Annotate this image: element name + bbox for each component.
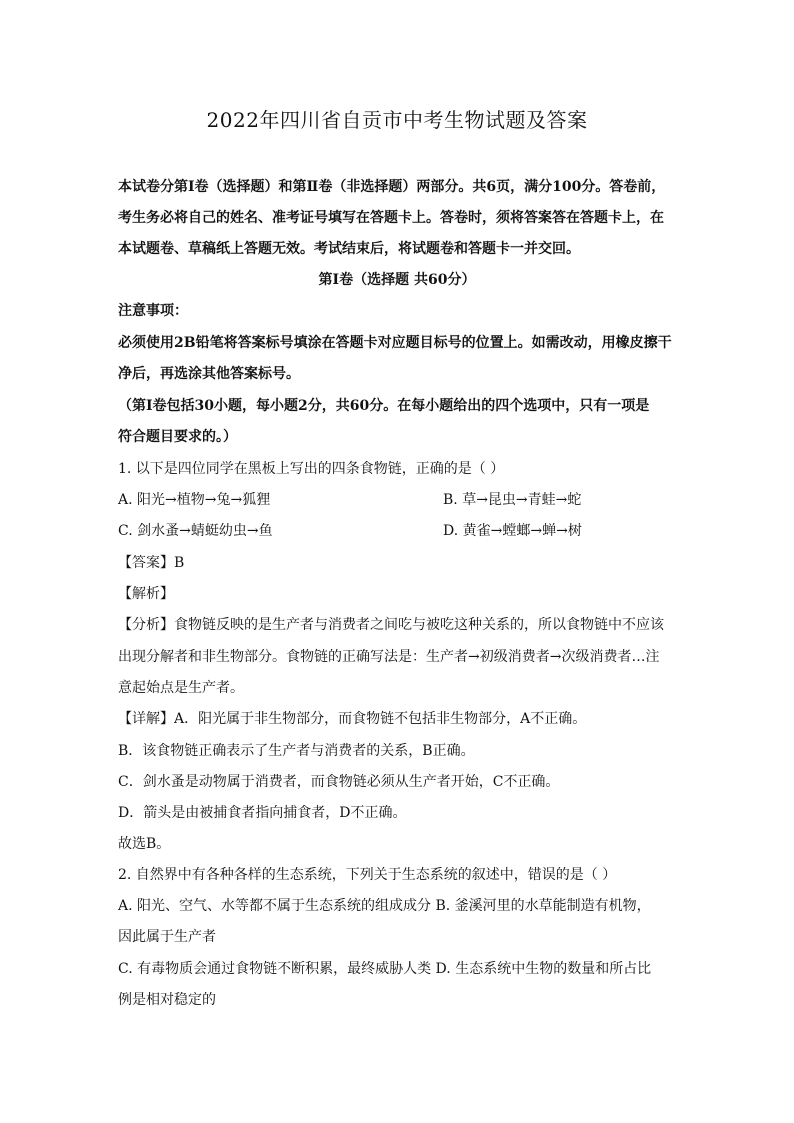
question-1-analysis-label: 【解析】 xyxy=(118,586,174,602)
question-1-analysis-line: 意起始点是生产者。 xyxy=(118,680,244,696)
question-1-answer: 【答案】B xyxy=(118,555,185,571)
question-1-option-c: C. 剑水蚤→蜻蜓幼虫→鱼 xyxy=(118,523,273,539)
question-1-analysis-line: C．剑水蚤是动物属于消费者，而食物链必须从生产者开始，C不正确。 xyxy=(118,774,560,790)
document-title: 2022年四川省自贡市中考生物试题及答案 xyxy=(206,108,588,132)
section-heading: 第Ⅰ卷（选择题 共60分） xyxy=(318,272,476,288)
notes-line: 必须使用2B铅笔将答案标号填涂在答题卡对应题目标号的位置上。如需改动，用橡皮擦干 xyxy=(118,335,672,351)
question-1-analysis-line: 【详解】A．阳光属于非生物部分，而食物链不包括非生物部分，A不正确。 xyxy=(118,711,587,727)
question-2-line: A. 阳光、空气、水等都不属于生态系统的组成成分 B. 釜溪河里的水草能制造有机物， xyxy=(118,898,651,914)
question-1-option-b: B. 草→昆虫→青蛙→蛇 xyxy=(443,492,582,508)
question-2-stem: 2. 自然界中有各种各样的生态系统，下列关于生态系统的叙述中，错误的是（ ） xyxy=(118,867,617,883)
question-1-option-d: D. 黄雀→螳螂→蝉→树 xyxy=(443,523,582,539)
question-1-option-a: A. 阳光→植物→兔→狐狸 xyxy=(118,492,271,508)
question-1-stem: 1. 以下是四位同学在黑板上写出的四条食物链，正确的是（ ） xyxy=(118,461,505,477)
question-1-analysis-line: 【分析】食物链反映的是生产者与消费者之间吃与被吃这种关系的，所以食物链中不应该 xyxy=(118,617,664,633)
notes-line: 净后，再选涂其他答案标号。 xyxy=(118,366,300,382)
intro-line: 本试卷分第Ⅰ卷（选择题）和第Ⅱ卷（非选择题）两部分。共6页，满分100分。答卷前， xyxy=(118,179,666,195)
intro-line: 考生务必将自己的姓名、准考证号填写在答题卡上。答卷时，须将答案答在答题卡上，在 xyxy=(118,210,664,226)
intro-line: 本试题卷、草稿纸上答题无效。考试结束后，将试题卷和答题卡一并交回。 xyxy=(118,241,580,257)
question-1-analysis-line: 故选B。 xyxy=(118,836,171,852)
notes-line: （第Ⅰ卷包括30小题，每小题2分，共60分。在每小题给出的四个选项中，只有一项是 xyxy=(118,398,650,414)
question-1-analysis-line: 出现分解者和非生物部分。食物链的正确写法是：生产者→初级消费者→次级消费者…注 xyxy=(118,649,660,665)
question-2-line: 因此属于生产者 xyxy=(118,929,216,945)
notes-label: 注意事项： xyxy=(118,303,188,319)
question-2-line: 例是相对稳定的 xyxy=(118,992,216,1008)
question-1-analysis-line: D．箭头是由被捕食者指向捕食者，D不正确。 xyxy=(118,805,407,821)
notes-line: 符合题目要求的。） xyxy=(118,429,237,445)
question-1-analysis-line: B．该食物链正确表示了生产者与消费者的关系，B正确。 xyxy=(118,743,475,759)
question-2-line: C. 有毒物质会通过食物链不断积累，最终威胁人类 D. 生态系统中生物的数量和所占比 xyxy=(118,961,652,977)
